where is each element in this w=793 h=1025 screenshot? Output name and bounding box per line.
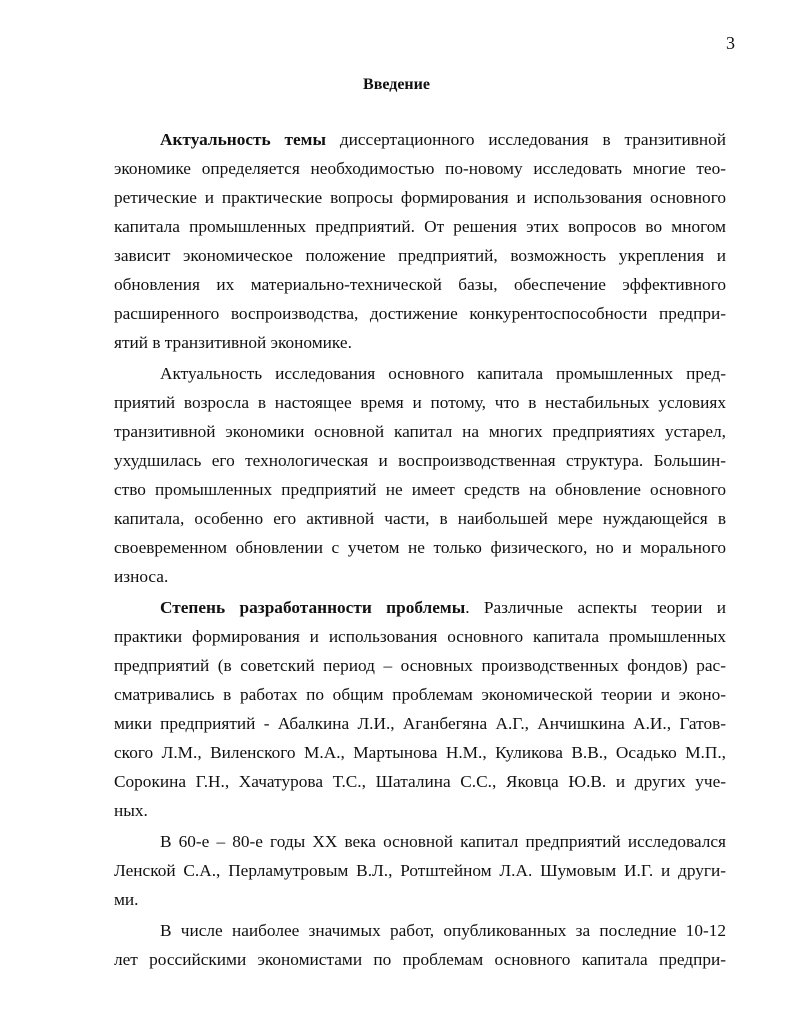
text-line: практики формирования и использования основного капитала промышленных — [114, 627, 726, 646]
text-line: износа. — [114, 567, 169, 586]
text-line: сматривались в работах по общим проблемам экономической теории и эконо- — [114, 685, 726, 704]
text-line: В 60-е – 80-е годы XX века основной капитал предприятий исследовался — [160, 832, 726, 851]
page-number: 3 — [726, 33, 735, 53]
text-line: ми. — [114, 890, 139, 909]
paragraph-sixties-eighties — [114, 827, 726, 914]
text-line: ретические и практические вопросы формирования и использования основного — [114, 188, 726, 207]
text-line: своевременном обновлении с учетом не только физического, но и морального — [114, 538, 726, 557]
text-line: Актуальность исследования основного капитала промышленных пред- — [160, 364, 726, 383]
text-line: лет российскими экономистами по проблемам основного капитала предпри- — [114, 950, 726, 969]
text-line: расширенного воспроизводства, достижение конкурентоспособности предпри- — [114, 304, 726, 323]
text-line: ятий в транзитивной экономике. — [114, 333, 352, 352]
text-line: В числе наиболее значимых работ, опубликованных за последние 10-12 — [160, 921, 726, 940]
text-line: предприятий (в советский период – основных производственных фондов) рас- — [114, 656, 726, 675]
paragraph-significant-works — [114, 916, 726, 974]
text-line: Ленской С.А., Перламутровым В.Л., Ротштейном Л.А. Шумовым И.Г. и други- — [114, 861, 726, 880]
text-line: Степень разработанности проблемы. Различные аспекты теории и — [160, 598, 727, 617]
text-line: обновления их материально-технической базы, обеспечение эффективного — [114, 275, 726, 294]
bold-lead: Актуальность темы — [160, 130, 326, 149]
text-line: приятий возросла в настоящее время и потому, что в нестабильных условиях — [114, 393, 726, 412]
text-line: зависит экономическое положение предприятий, возможность укрепления и — [114, 246, 726, 265]
text-line: капитала промышленных предприятий. От решения этих вопросов во многом — [114, 217, 726, 236]
text-line: ского Л.М., Виленского М.А., Мартынова Н.М., Куликова В.В., Осадько М.П., — [114, 743, 726, 762]
paragraph-degree-of-development — [114, 593, 726, 825]
text-line: экономике определяется необходимостью по-новому исследовать многие тео- — [114, 159, 726, 178]
text-line: транзитивной экономики основной капитал на многих предприятиях устарел, — [114, 422, 726, 441]
paragraph-relevance-capital — [114, 359, 726, 591]
bold-lead: Степень разработанности проблемы — [160, 598, 466, 617]
text-line: ство промышленных предприятий не имеет средств на обновление основного — [114, 480, 726, 499]
text-line: Актуальность темы диссертационного исследования в транзитивной — [160, 130, 727, 149]
paragraph-relevance — [114, 125, 726, 357]
section-title: Введение — [363, 76, 430, 93]
text-line: ухудшилась его технологическая и воспроизводственная структура. Большин- — [114, 451, 726, 470]
text-line: ных. — [114, 801, 148, 820]
text-line: Сорокина Г.Н., Хачатурова Т.С., Шаталина С.С., Яковца Ю.В. и других уче- — [114, 772, 726, 791]
text-line: капитала, особенно его активной части, в наибольшей мере нуждающейся в — [114, 509, 726, 528]
body-text — [114, 125, 726, 974]
text-line: мики предприятий - Абалкина Л.И., Аганбегяна А.Г., Анчишкина А.И., Гатов- — [114, 714, 726, 733]
